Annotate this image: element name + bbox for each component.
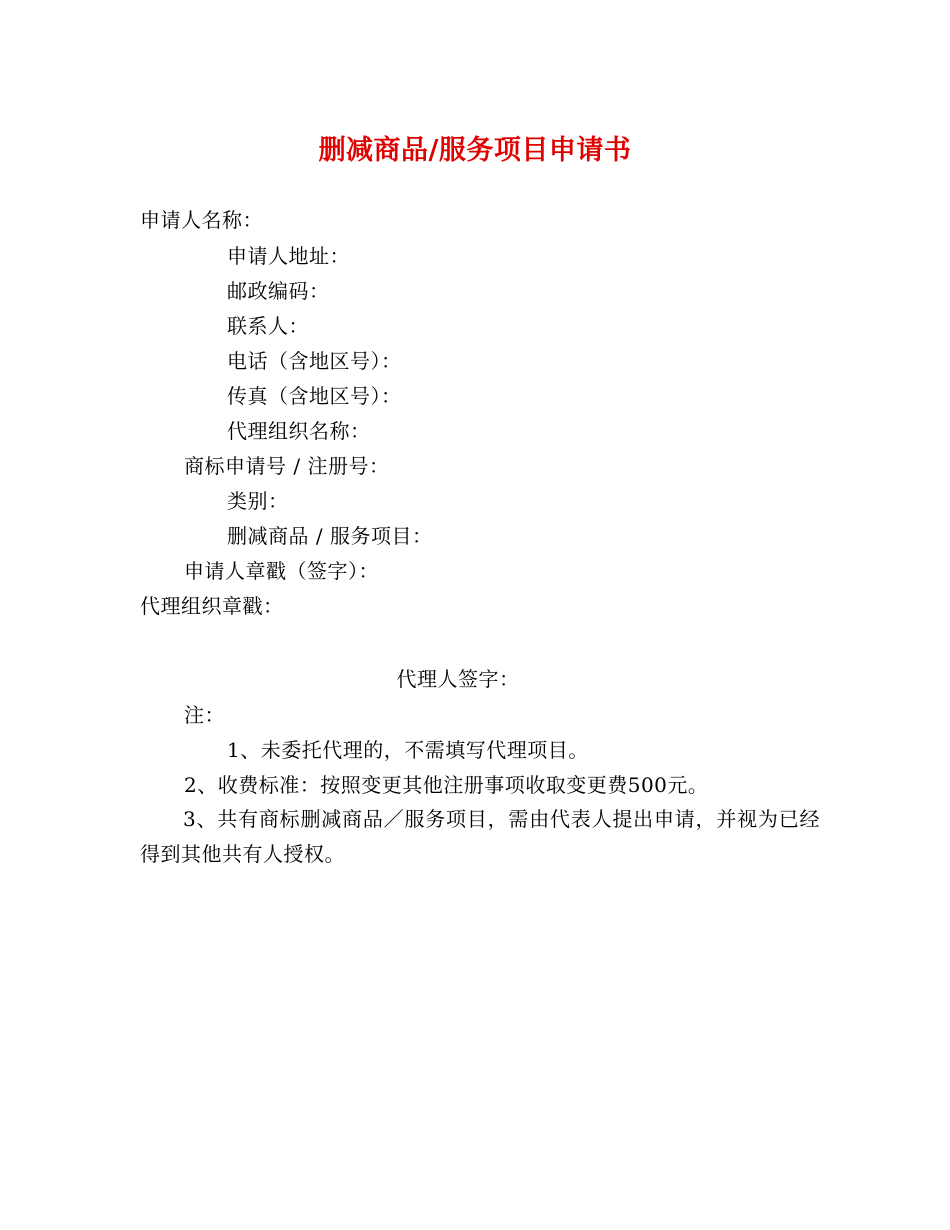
field-fax: 传真（含地区号）：: [227, 384, 402, 408]
field-applicant-seal: 申请人章戳（签字）：: [184, 559, 379, 583]
note-item-3: 3、共有商标删减商品／服务项目，需由代表人提出申请，并视为已经得到其他共有人授权。: [140, 807, 820, 866]
field-contact-person: 联系人：: [227, 314, 309, 338]
field-applicant-name: 申请人名称：: [140, 208, 263, 232]
field-phone: 电话（含地区号）：: [227, 349, 402, 373]
note-item-2: 2、收费标准：按照变更其他注册事项收取变更费500元。: [184, 773, 709, 797]
field-agent-signature: 代理人签字：: [396, 667, 520, 691]
field-applicant-address: 申请人地址：: [227, 244, 350, 268]
field-trademark-number: 商标申请号 / 注册号：: [184, 454, 390, 478]
field-postal-code: 邮政编码：: [227, 279, 330, 303]
note-item-1: 1、未委托代理的，不需填写代理项目。: [227, 738, 589, 762]
field-agency-name: 代理组织名称：: [227, 419, 371, 443]
field-removed-items: 删减商品 / 服务项目：: [227, 524, 433, 548]
field-category: 类别：: [227, 489, 289, 513]
notes-heading: 注：: [184, 703, 225, 727]
document-title: 删减商品/服务项目申请书: [318, 135, 632, 166]
field-agency-seal: 代理组织章戳：: [140, 594, 284, 618]
